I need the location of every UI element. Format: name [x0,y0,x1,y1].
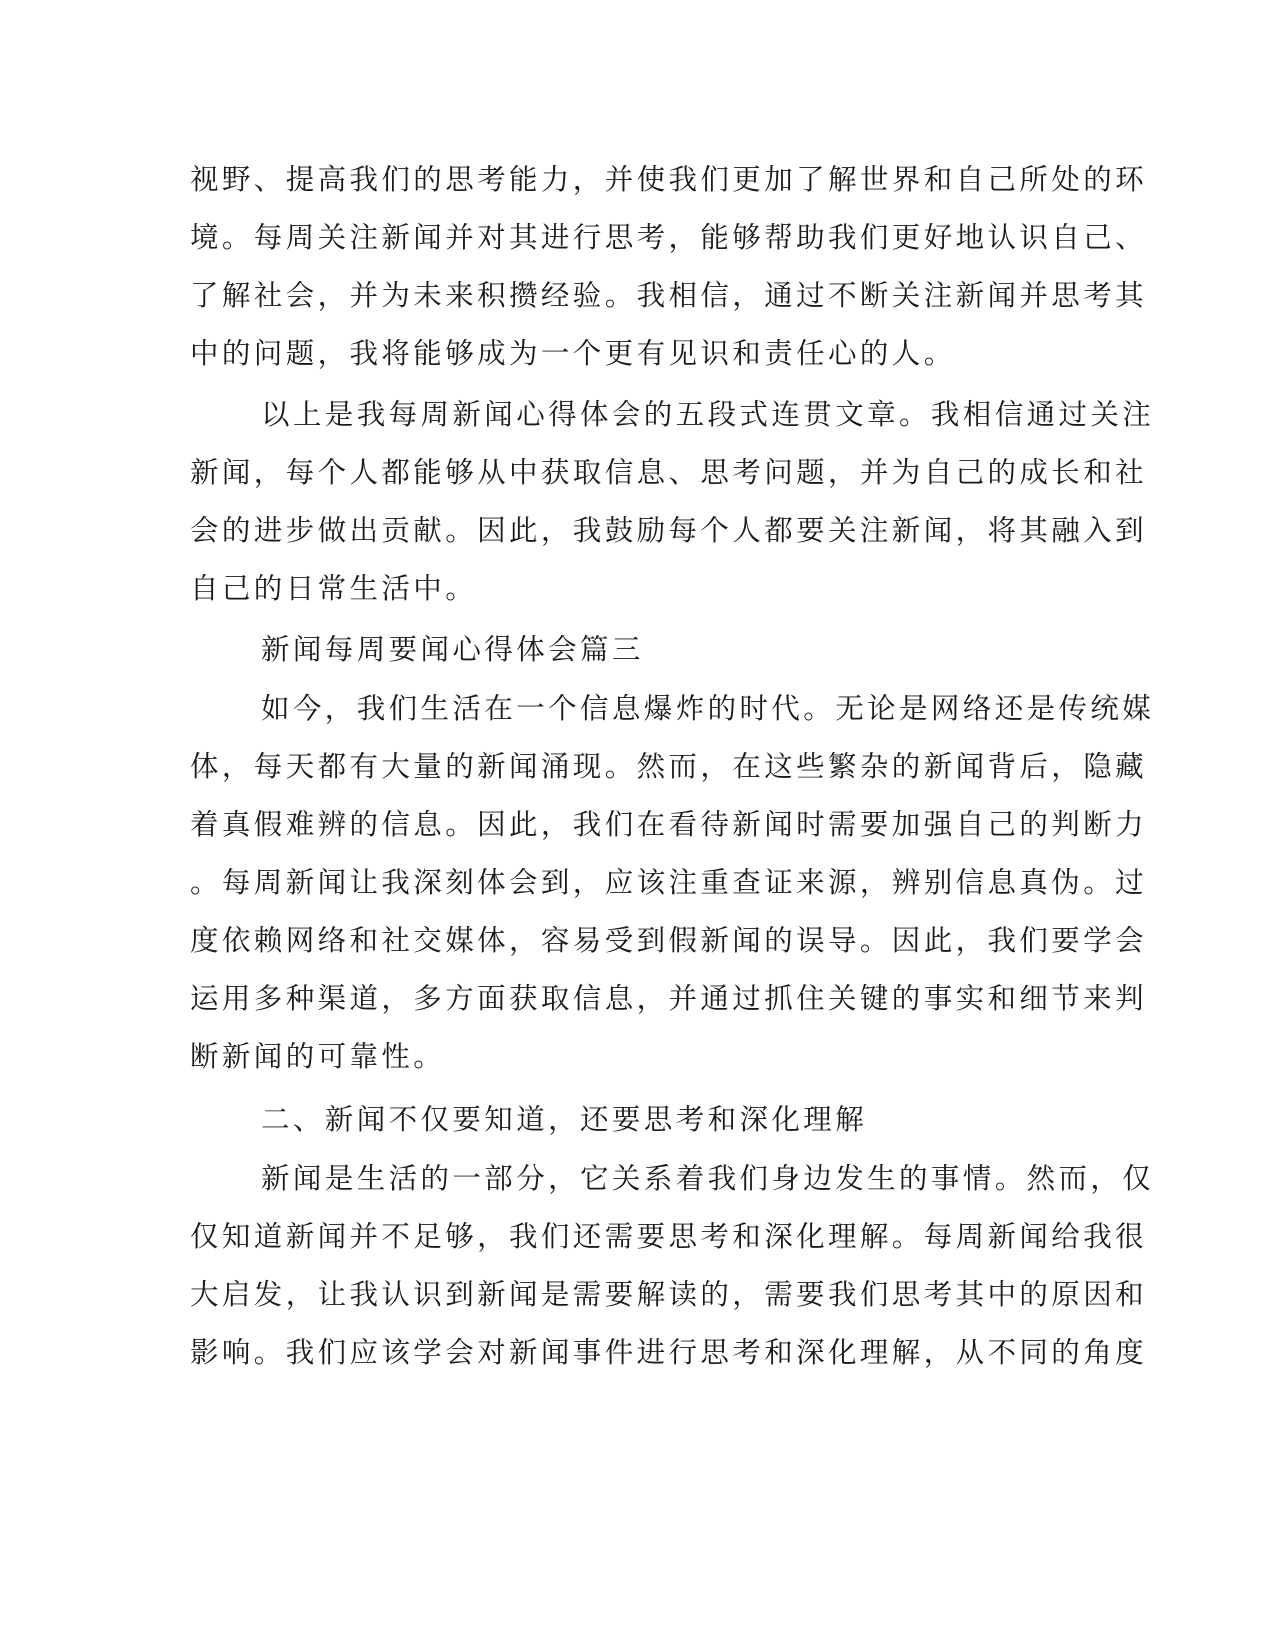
text-line: 大启发，让我认识到新闻是需要解读的，需要我们思考其中的原因和 [190,1278,1148,1311]
text-line: 会的进步做出贡献。因此，我鼓励每个人都要关注新闻，将其融入到 [190,514,1148,547]
section-heading: 新闻每周要闻心得体会篇三 [261,633,644,666]
text-line: 。每周新闻让我深刻体会到，应该注重查证来源，辨别信息真伪。过 [190,866,1148,899]
text-line: 体，每天都有大量的新闻涌现。然而，在这些繁杂的新闻背后，隐藏 [190,750,1148,783]
text-line: 新闻，每个人都能够从中获取信息、思考问题，并为自己的成长和社 [190,456,1148,489]
subsection-heading: 二、新闻不仅要知道，还要思考和深化理解 [261,1103,868,1136]
text-line: 着真假难辨的信息。因此，我们在看待新闻时需要加强自己的判断力 [190,808,1148,841]
text-line: 境。每周关注新闻并对其进行思考，能够帮助我们更好地认识自己、 [190,221,1148,254]
text-line: 了解社会，并为未来积攒经验。我相信，通过不断关注新闻并思考其 [190,279,1148,312]
text-line: 仅知道新闻并不足够，我们还需要思考和深化理解。每周新闻给我很 [190,1220,1148,1253]
text-line: 断新闻的可靠性。 [190,1040,446,1073]
paragraph-first-line: 如今，我们生活在一个信息爆炸的时代。无论是网络还是传统媒 [261,692,1155,725]
paragraph-first-line: 新闻是生活的一部分，它关系着我们身边发生的事情。然而，仅 [261,1162,1155,1195]
text-line: 影响。我们应该学会对新闻事件进行思考和深化理解，从不同的角度 [190,1336,1148,1369]
text-line: 运用多种渠道，多方面获取信息，并通过抓住关键的事实和细节来判 [190,982,1148,1015]
text-line: 中的问题，我将能够成为一个更有见识和责任心的人。 [190,337,956,370]
paragraph-first-line: 以上是我每周新闻心得体会的五段式连贯文章。我相信通过关注 [261,398,1155,431]
text-line: 视野、提高我们的思考能力，并使我们更加了解世界和自己所处的环 [190,163,1148,196]
text-line: 自己的日常生活中。 [190,572,478,605]
text-line: 度依赖网络和社交媒体，容易受到假新闻的误导。因此，我们要学会 [190,924,1148,957]
